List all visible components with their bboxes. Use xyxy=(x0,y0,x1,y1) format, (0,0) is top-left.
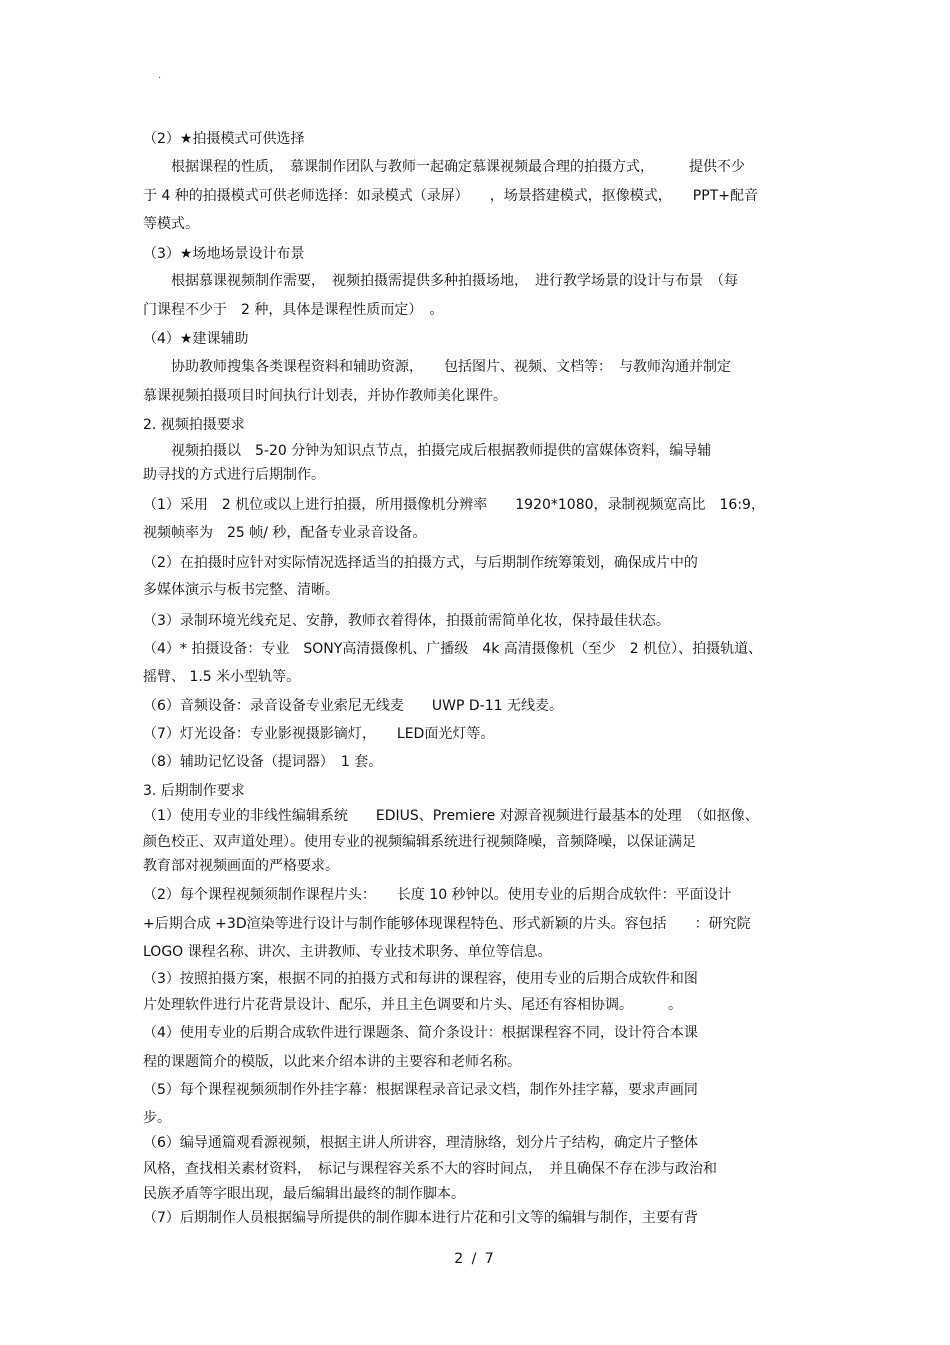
body-line: LOGO 课程名称、讲次、主讲教师、专业技术职务、单位等信息。 xyxy=(143,944,552,960)
body-line: （2）每个课程视频须制作课程片头： 长度 10 秒钟以。使用专业的后期合成软件：平面设计 xyxy=(143,887,732,903)
body-line: 多媒体演示与板书完整、清晰。 xyxy=(143,582,339,598)
body-line: （3）★场地场景设计布景 xyxy=(143,246,305,262)
body-line: 片处理软件进行片花背景设计、配乐，并且主色调要和片头、尾还有容相协调。 。 xyxy=(143,997,682,1013)
body-line: 协助教师搜集各类课程资料和辅助资源， 包括图片、视频、文档等： 与教师沟通并制定 xyxy=(143,359,731,375)
body-line: 步。 xyxy=(143,1110,171,1126)
body-line: （4）* 拍摄设备：专业 SONY高清摄像机、广播级 4k 高清摄像机（至少 2 机位）、拍摄轨道、 xyxy=(143,641,763,657)
body-line: 程的课题简介的模版，以此来介绍本讲的主要容和老师名称。 xyxy=(143,1054,521,1070)
body-line: （7）灯光设备：专业影视摄影镝灯， LED面光灯等。 xyxy=(143,726,495,742)
header-mark: . xyxy=(158,70,162,81)
body-line: （2）★拍摄模式可供选择 xyxy=(143,131,305,147)
body-line: 2. 视频拍摄要求 xyxy=(143,417,245,433)
body-line: 视频帧率为 25 帧/ 秒，配备专业录音设备。 xyxy=(143,525,427,541)
body-line: 慕课视频拍摄项目时间执行计划表，并协作教师美化课件。 xyxy=(143,388,507,404)
page-number: 2 / 7 xyxy=(454,1251,496,1267)
body-line: （6）音频设备：录音设备专业索尼无线麦 UWP D-11 无线麦。 xyxy=(143,698,563,714)
body-line: （1）使用专业的非线性编辑系统 EDIUS、Premiere 对源音视频进行最基本的处理 （如抠像、 xyxy=(143,808,759,824)
body-line: 门课程不少于 2 种，具体是课程性质而定） 。 xyxy=(143,302,444,318)
body-line: 教育部对视频画面的严格要求。 xyxy=(143,858,339,874)
body-line: （1）采用 2 机位或以上进行拍摄，所用摄像机分辨率 1920*1080，录制视频宽高比 16:9， xyxy=(143,497,765,513)
body-line: （5）每个课程视频须制作外挂字幕：根据课程录音记录文档，制作外挂字幕，要求声画同 xyxy=(143,1082,698,1098)
body-line: （8）辅助记忆设备（提词器） 1 套。 xyxy=(143,754,383,770)
body-line: （3）按照拍摄方案，根据不同的拍摄方式和每讲的课程容，使用专业的后期合成软件和图 xyxy=(143,971,698,987)
body-line: （7）后期制作人员根据编导所提供的制作脚本进行片花和引文等的编辑与制作，主要有背 xyxy=(143,1210,698,1226)
body-line: 视频拍摄以 5-20 分钟为知识点节点，拍摄完成后根据教师提供的富媒体资料，编导辅 xyxy=(143,443,712,459)
body-line: （2）在拍摄时应针对实际情况选择适当的拍摄方式，与后期制作统筹策划，确保成片中的 xyxy=(143,555,698,571)
body-line: （6）编导通篇观看源视频，根据主讲人所讲容，理清脉络，划分片子结构，确定片子整体 xyxy=(143,1135,698,1151)
body-line: 等模式。 xyxy=(143,216,199,232)
body-line: 于 4 种的拍摄模式可供老师选择：如录模式（录屏） ，场景搭建模式，抠像模式， PPT+配音 xyxy=(143,188,758,204)
body-line: 根据课程的性质， 慕课制作团队与教师一起确定慕课视频最合理的拍摄方式， 提供不少 xyxy=(143,159,745,175)
body-line: +后期合成 +3D渲染等进行设计与制作能够体现课程特色、形式新颖的片头。容包括 ：研究院 xyxy=(143,916,751,932)
body-line: （4）使用专业的后期合成软件进行课题条、简介条设计：根据课程容不同，设计符合本课 xyxy=(143,1025,698,1041)
body-line: （3）录制环境光线充足、安静，教师衣着得体，拍摄前需简单化妆，保持最佳状态。 xyxy=(143,613,670,629)
body-line: 民族矛盾等字眼出现，最后编辑出最终的制作脚本。 xyxy=(143,1186,465,1202)
body-line: 3. 后期制作要求 xyxy=(143,783,245,799)
body-line: 助寻找的方式进行后期制作。 xyxy=(143,467,325,483)
body-line: 摇臂、 1.5 米小型轨等。 xyxy=(143,669,301,685)
body-line: （4）★建课辅助 xyxy=(143,331,249,347)
body-line: 风格，查找相关素材资料， 标记与课程容关系不大的容时间点， 并且确保不存在涉与政治和 xyxy=(143,1161,717,1177)
body-line: 根据慕课视频制作需要， 视频拍摄需提供多种拍摄场地， 进行教学场景的设计与布景 （每 xyxy=(143,273,738,289)
body-line: 颜色校正、双声道处理）。使用专业的视频编辑系统进行视频降噪，音频降噪，以保证满足 xyxy=(143,834,696,850)
